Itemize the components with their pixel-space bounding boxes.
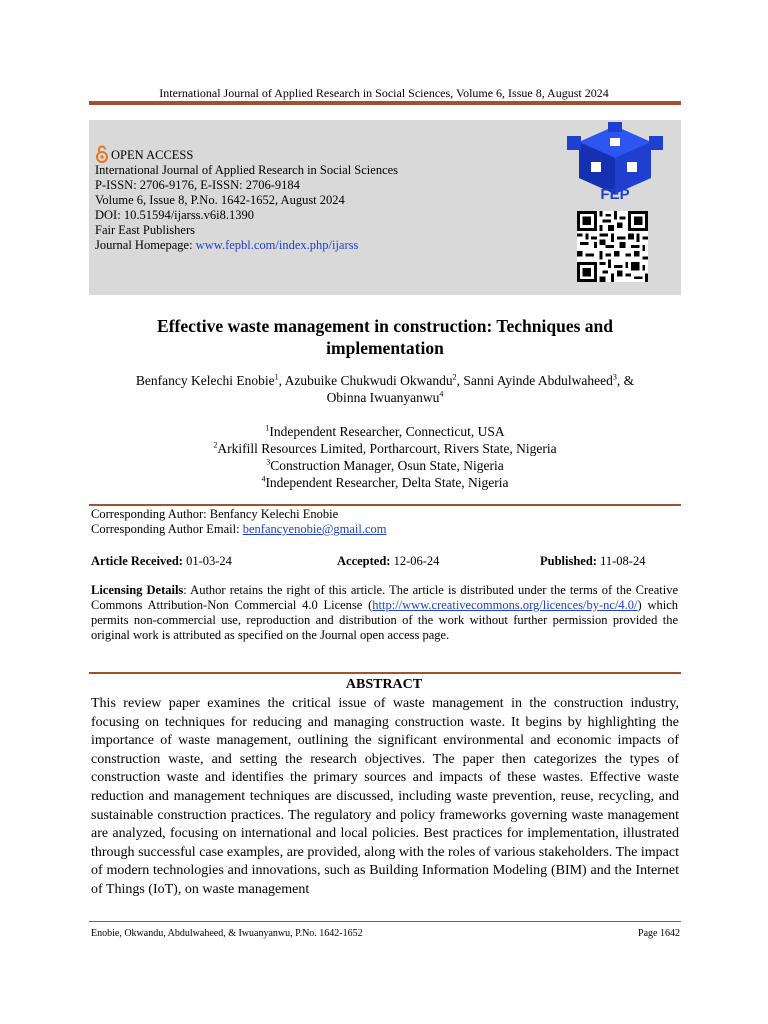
- license-link[interactable]: http://www.creativecommons.org/licences/by-nc/4.0/: [372, 598, 638, 612]
- header-rule: [89, 101, 681, 105]
- homepage-link[interactable]: www.fepbl.com/index.php/ijarss: [195, 238, 359, 252]
- affiliation-line: [100, 423, 670, 440]
- affiliation-sup: 3: [266, 457, 271, 467]
- received-value: 01-03-24: [186, 554, 232, 568]
- qr-code-icon[interactable]: [577, 211, 648, 282]
- homepage-row: [95, 238, 398, 253]
- footer-citation: Enobie, Okwandu, Abdulwaheed, & Iwuanyanwu, P.No. 1642-1652: [91, 928, 363, 939]
- section-divider: [89, 504, 681, 506]
- paper-title: [100, 315, 670, 359]
- open-access-icon: [95, 145, 109, 163]
- author-sup: 2: [452, 372, 457, 382]
- author-sup: 1: [274, 372, 279, 382]
- affiliation-text: Arkifill Resources Limited, Portharcourt, Rivers State, Nigeria: [217, 441, 557, 456]
- accepted-value: 12-06-24: [393, 554, 440, 568]
- title-line: Effective waste management in construction: Techniques and: [157, 316, 613, 336]
- issn: P-ISSN: 2706-9176, E-ISSN: 2706-9184: [95, 178, 300, 192]
- open-access-label: OPEN ACCESS: [111, 148, 194, 162]
- published-date: [540, 554, 645, 569]
- affiliation-line: [100, 440, 670, 457]
- licensing-text: ) which permits non-commercial use, reproduction and distribution of the work without further permission provided the original work is attributed as specified on the Journal open access page.: [91, 598, 678, 642]
- accepted-date: [337, 554, 540, 569]
- author-name: Obinna Iwuanyanwu: [326, 390, 440, 405]
- corresponding-author-line: Corresponding Author: Benfancy Kelechi Enobie: [91, 507, 339, 521]
- page-number: Page 1642: [638, 928, 680, 939]
- affiliation-text: Independent Researcher, Connecticut, USA: [269, 424, 505, 439]
- running-header: International Journal of Applied Research in Social Sciences, Volume 6, Issue 8, August 2024: [159, 86, 609, 100]
- email-label: Corresponding Author Email:: [91, 522, 243, 536]
- affiliation-sup: 1: [265, 423, 270, 433]
- received-date: [91, 554, 337, 569]
- licensing-text: : Author retains the right of this article. The article is distributed under the terms of the Creative Commons Attribution-Non Commercial 4.0 License (: [91, 583, 678, 612]
- corresponding-author: [91, 507, 386, 537]
- article-dates: [91, 554, 681, 569]
- corresponding-email-row: [91, 522, 386, 537]
- section-divider: [89, 672, 681, 674]
- accepted-label: Accepted:: [337, 554, 394, 568]
- author-name: Benfancy Kelechi Enobie: [135, 373, 275, 388]
- affiliation-text: Construction Manager, Osun State, Nigeria: [270, 458, 504, 473]
- journal-name: International Journal of Applied Research in Social Sciences: [95, 163, 399, 177]
- doi: DOI: 10.51594/ijarss.v6i8.1390: [95, 208, 255, 222]
- volume-info: Volume 6, Issue 8, P.No. 1642-1652, August 2024: [95, 193, 345, 207]
- title-line: implementation: [326, 338, 444, 358]
- published-label: Published:: [540, 554, 601, 568]
- author-name: Sanni Ayinde Abdulwaheed: [463, 373, 613, 388]
- affiliation-sup: 4: [261, 474, 266, 484]
- affiliation-text: Independent Researcher, Delta State, Nigeria: [265, 475, 509, 490]
- licensing-label: Licensing Details: [91, 583, 184, 597]
- homepage-label: Journal Homepage:: [95, 238, 196, 252]
- published-value: 11-08-24: [600, 554, 646, 568]
- fep-logo-text: FEP: [600, 186, 630, 203]
- author-list: Benfancy Kelechi Enobie$^1$, Azubuike Chukwudi Okwandu$^2$, Sanni Ayinde Abdulwaheed$^3$, & Obinna Iwuanyanwu$^4$: [135, 372, 635, 405]
- author-name: Azubuike Chukwudi Okwandu: [284, 373, 453, 388]
- affiliation-line: [100, 474, 670, 491]
- email-link[interactable]: benfancyenobie@gmail.com: [242, 522, 387, 536]
- affiliation-sup: 2: [213, 440, 218, 450]
- footer-rule: [89, 921, 681, 922]
- affiliations: [100, 423, 670, 491]
- publisher: Fair East Publishers: [95, 223, 195, 237]
- author-sup: 3: [612, 372, 617, 382]
- open-access-row: [95, 145, 398, 163]
- affiliation-line: [100, 457, 670, 474]
- abstract-heading: ABSTRACT: [345, 677, 423, 692]
- journal-info: [95, 145, 398, 253]
- author-sup: 4: [439, 389, 444, 399]
- licensing-details: [91, 583, 678, 643]
- received-label: Article Received:: [91, 554, 187, 568]
- abstract-body: This review paper examines the critical issue of waste management in the construction industry, focusing on techniques for reducing and managing construction waste. It begins by highlighting the importance of waste management, outlining the significant environmental and economic impacts of construction waste, and setting the research objectives. The paper then categorizes the types of construction waste and identifies the primary sources and impacts of these wastes. Effective waste reduction and management techniques are discussed, including waste prevention, reuse, recycling, and sustainable construction practices. The regulatory and policy frameworks governing waste management are analyzed, focusing on international and local policies. Best practices for implementation, illustrated through successful case examples, are provided, along with the roles of various stakeholders. The impact of modern technologies and innovations, such as Building Information Modeling (BIM) and the Internet of Things (IoT), on waste management: [91, 696, 679, 897]
